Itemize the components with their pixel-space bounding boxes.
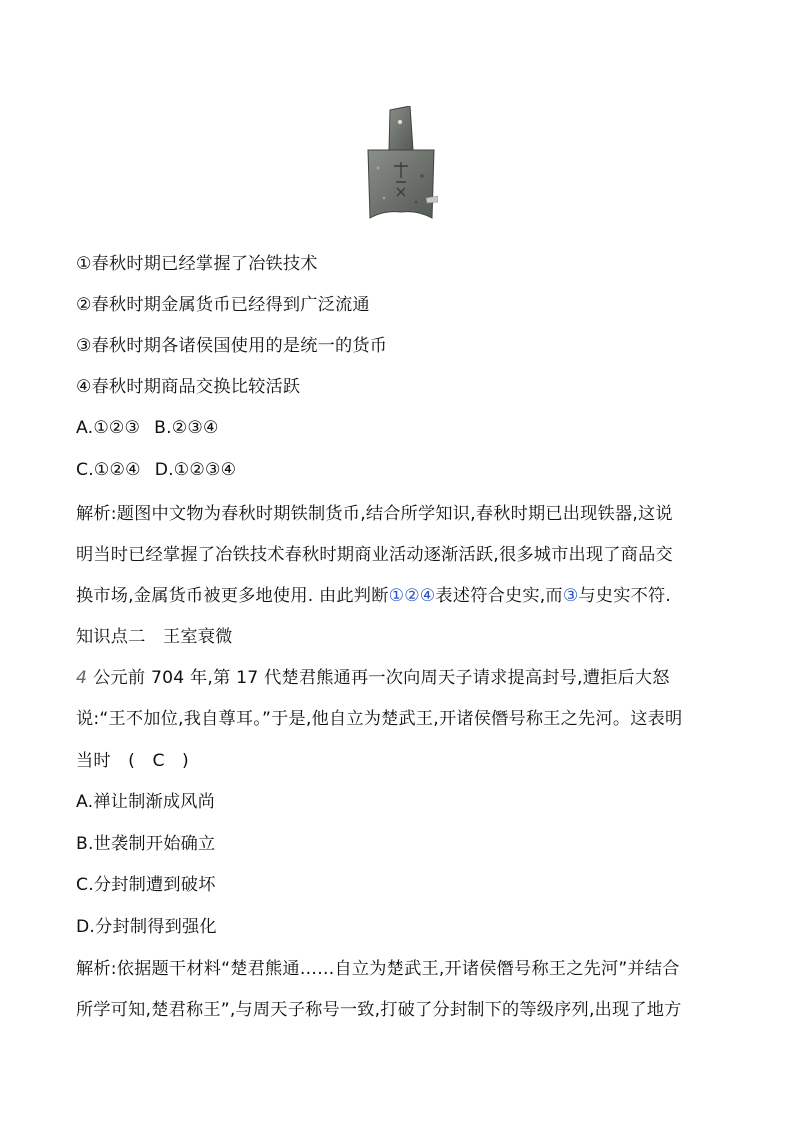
statement-2: ②春秋时期金属货币已经得到广泛流通 (76, 295, 370, 315)
q3-analysis-line-3: 换市场,金属货币被更多地使用. 由此判断①②④表述符合史实,而③与史实不符. (76, 586, 672, 606)
q4-analysis-line-2: 所学可知,楚君称王”,与周天子称号一致,打破了分封制下的等级序列,出现了地方 (76, 1000, 682, 1020)
q4-stem-line-2: 说:“王不加位,我自尊耳。”于是,他自立为楚武王,开诸侯僭号称王之先河。这表明 (76, 709, 683, 729)
statement-3: ③春秋时期各诸侯国使用的是统一的货币 (76, 336, 388, 356)
q4-option-d: D.分封制得到强化 (76, 917, 217, 937)
choice-b: B.②③④ (154, 418, 219, 438)
wrong-highlight: ③ (562, 586, 579, 606)
statement-1: ①春秋时期已经掌握了冶铁技术 (76, 254, 318, 274)
q4-option-a: A.禅让制渐成风尚 (76, 792, 216, 812)
choice-d: D.①②③④ (154, 460, 237, 480)
choices-row-1 (76, 416, 219, 440)
answer-highlight: ①②④ (388, 586, 436, 606)
q3-analysis-line-2: 明当时已经掌握了冶铁技术春秋时期商业活动逐渐活跃,很多城市出现了商品交 (76, 545, 673, 565)
choices-row-2 (76, 458, 236, 482)
q4-option-b: B.世袭制开始确立 (76, 834, 216, 854)
q3-analysis-line-1: 解析:题图中文物为春秋时期铁制货币,结合所学知识,春秋时期已出现铁器,这说 (76, 504, 673, 524)
q4-option-c: C.分封制遭到破坏 (76, 875, 216, 895)
choice-a: A.①②③ (76, 418, 141, 438)
q4-stem-line-3: 当时 ( C ) (76, 751, 189, 771)
statement-4: ④春秋时期商品交换比较活跃 (76, 377, 301, 397)
q4-analysis-line-1: 解析:依据题干材料“楚君熊通……自立为楚武王,开诸侯僭号称王之先河”并结合 (76, 959, 680, 979)
question-number: 4 (76, 668, 88, 688)
spade-coin-image (364, 106, 438, 224)
q4-stem-line-1: 4 公元前 704 年,第 17 代楚君熊通再一次向周天子请求提高封号,遭拒后大怒 (76, 668, 670, 688)
choice-c: C.①②④ (76, 460, 141, 480)
section-title: 知识点二 王室衰微 (76, 627, 233, 647)
